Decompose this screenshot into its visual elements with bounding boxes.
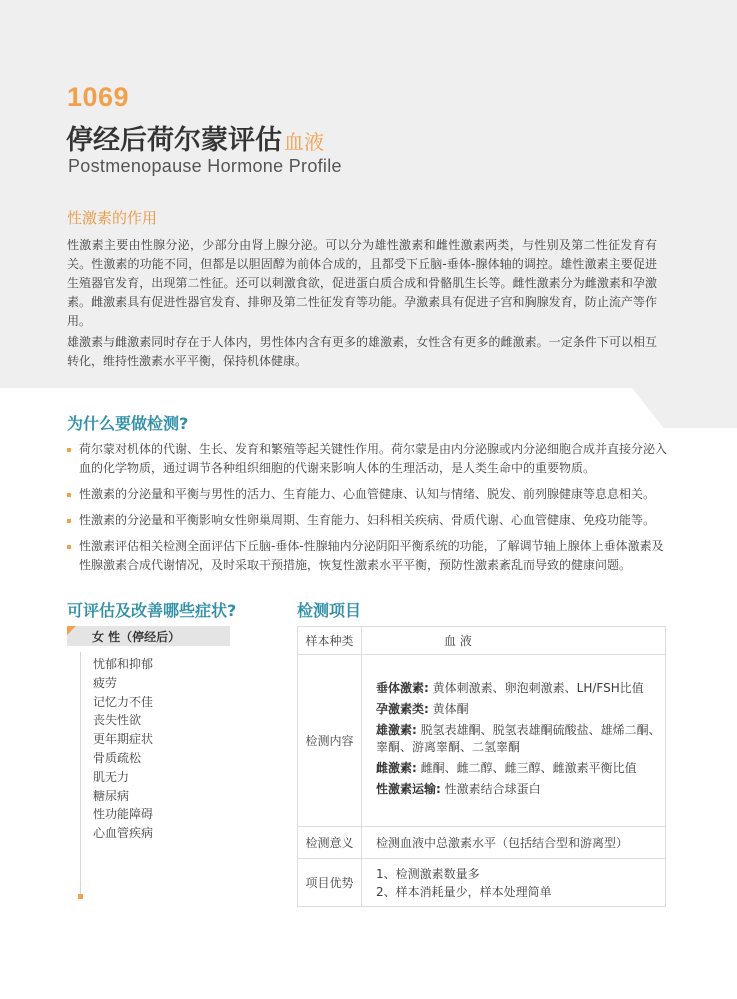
advantage-item: 2、样本消耗量少，样本处理简单 [376,884,552,899]
bullet-icon [67,519,71,523]
sample-type-tag: 血液 [284,130,324,154]
table-row [298,827,666,859]
symptoms-heading: 可评估及改善哪些症状? [67,601,237,620]
list-item: 记忆力不佳 [93,694,154,709]
sample-value: 血 液 [362,627,666,655]
bullet-icon [67,545,71,549]
title-text: 停经后荷尔蒙评估 [66,125,282,156]
content-line: 垂体激素: 黄体刺激素、卵泡刺激素、LH/FSH比值 [376,680,644,695]
list-item: 肌无力 [93,769,130,784]
table-row [298,627,666,655]
product-code: 1069 [67,82,130,112]
list-item: 疲劳 [93,675,118,690]
bullet-icon [67,493,71,497]
role-paragraph-2: 雄激素与雌激素同时存在于人体内，男性体内含有更多的雄激素，女性含有更多的雌激素。一定条件下可以相互转化，维持性激素水平平衡，保持机体健康。 [67,335,657,368]
list-item: 荷尔蒙对机体的代谢、生长、发育和繁殖等起关键性作用。荷尔蒙是由内分泌腺或内分泌细胞合成并直接分泌入血的化学物质，通过调节各种组织细胞的代谢来影响人体的生理活动，是人类生命中的重要物质。 [67,440,667,478]
meaning-value: 检测血液中总激素水平（包括结合型和游离型） [362,827,666,859]
content-line: 性激素运输: 性激素结合球蛋白 [376,781,541,796]
list-item: 忧郁和抑郁 [93,657,154,671]
corner-triangle-icon [67,626,76,635]
list-item: 性功能障碍 [93,807,154,822]
list-item: 心血管疾病 [93,826,154,841]
list-item: 性激素的分泌量和平衡与男性的活力、生育能力、心血管健康、认知与情绪、脱发、前列腺健康等息息相关。 [67,485,667,504]
content-line: 雌激素: 雌酮、雌二醇、雌三醇、雌激素平衡比值 [376,760,637,775]
group-label: 女 性（停经后） [92,630,181,644]
list-item: 骨质疏松 [93,750,142,765]
list-item: 更年期症状 [93,732,154,747]
why-heading: 为什么要做检测? [67,414,189,433]
table-row [298,655,666,827]
content-line: 孕激素类: 黄体酮 [376,701,469,716]
test-items-heading: 检测项目 [297,601,362,620]
divider [80,652,81,897]
english-title: Postmenopause Hormone Profile [68,156,342,176]
band-corner-decoration [632,388,737,428]
content-label: 检测内容 [298,655,362,827]
advantage-item: 1、检测激素数量多 [376,866,480,881]
role-paragraph-1: 性激素主要由性腺分泌，少部分由肾上腺分泌。可以分为雄性激素和雌性激素两类，与性别及第二性征发育有关。性激素的功能不同，但都是以胆固醇为前体合成的，且都受下丘脑-垂体-腺体轴的调控。雄性激素主要促进生殖器官发育，出现第二性征。还可以刺激食欲，促进蛋白质合成和骨骼肌生长等。雌性激素分为雌激素和孕激素。雌激素具有促进性器官发育、排卵及第二性征发育等功能。孕激素具有促进子宫和胸腺发育，防止流产等作用。 [67,238,657,328]
list-item: 丧失性欲 [93,713,142,728]
advantage-label: 项目优势 [298,859,362,907]
list-item: 糖尿病 [93,788,130,803]
page-title [66,118,324,157]
table-row [298,859,666,907]
list-item: 性激素评估相关检测全面评估下丘脑-垂体-性腺轴内分泌阴阳平衡系统的功能，了解调节轴上腺体上垂体激素及性腺激素合成代谢情况，及时采取干预措施，恢复性激素水平平衡，预防性激素紊乱而导致的健康问题。 [67,537,667,575]
meaning-label: 检测意义 [298,827,362,859]
square-marker-icon [78,894,83,899]
why-bullet-list [67,440,667,582]
content-cell [362,655,666,827]
test-items-table [297,626,666,907]
sample-label: 样本种类 [298,627,362,655]
symptom-list [93,655,153,843]
list-item: 性激素的分泌量和平衡影响女性卵巢周期、生育能力、妇科相关疾病、骨质代谢、心血管健康、免疫功能等。 [67,511,667,530]
content-line: 雄激素: 脱氢表雄酮、脱氢表雄酮硫酸盐、雄烯二酮、睾酮、游离睾酮、二氢睾酮 [376,722,661,754]
role-heading: 性激素的作用 [67,209,158,227]
bullet-icon [67,448,71,452]
advantage-cell [362,859,666,907]
